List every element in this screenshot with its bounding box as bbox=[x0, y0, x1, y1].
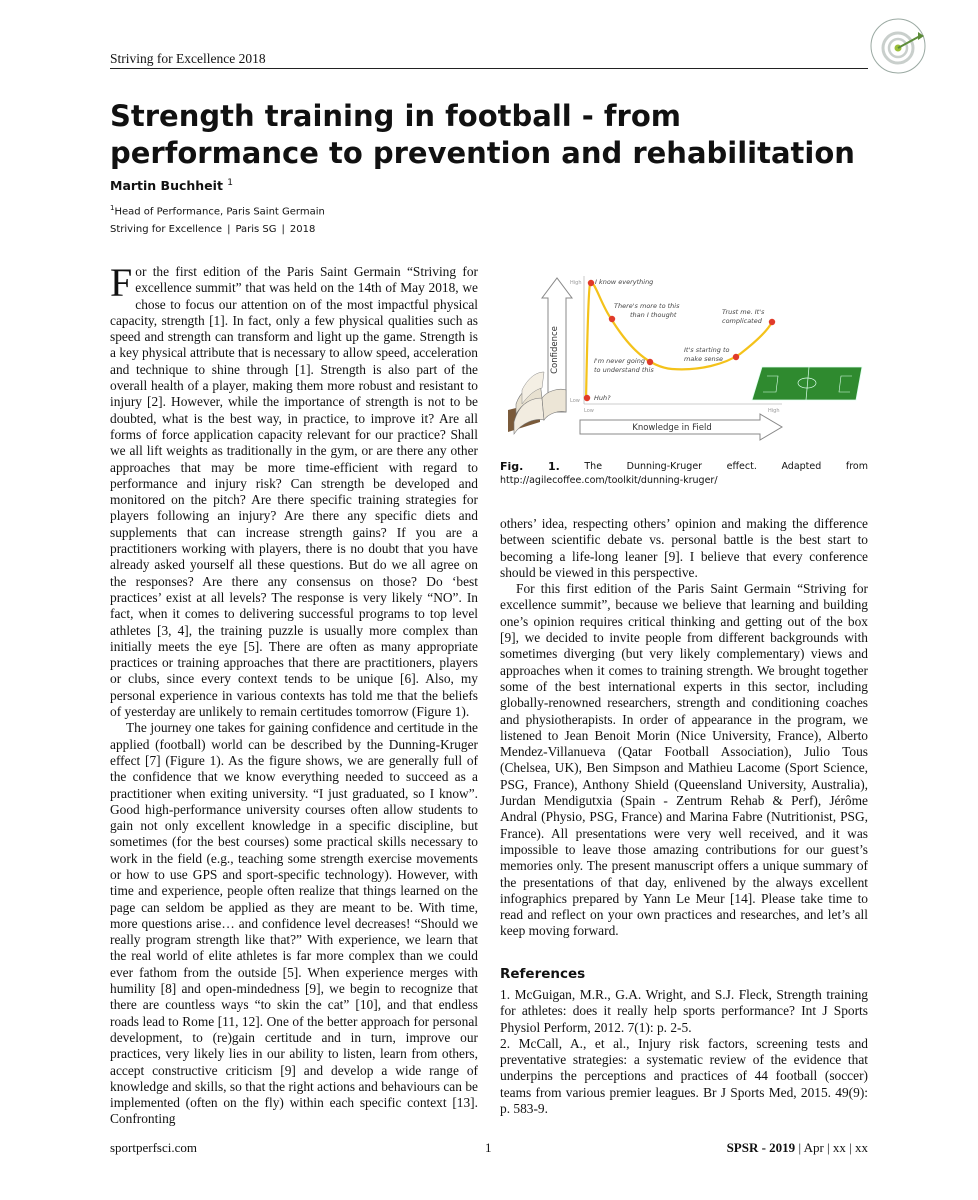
x-high-label: High bbox=[768, 408, 780, 414]
figure-caption bbox=[500, 460, 868, 487]
left-column bbox=[110, 260, 478, 1128]
paragraph: For this first edition of the Paris Saint Germain “Striving for excellence summit”, because we believe that learning and building one’s opinion requires critical thinking and getting out of the box [9], we decided to invite people from different backgrounds with sometimes diverging (but very likely complementary) views and approaches when it comes to training strength. We brought together some of the best international experts in this sector, including globally-renowned researchers, strength and conditioning coaches and physiotherapists. In order of appearance in the program, we listened to Jean Benoit Morin (Nice University, France), Alberto Mendez-Villanueva (Qatar Football Association), Julio Tous (Chelsea, UK), Ben Simpson and Mathieu Lacome (Sport Science, PSG, France), Anthony Shield (Queensland University, Australia), Jurdan Mendigutxia (Spain - Zentrum Rehab & Perf), Jérôme Andral (Physio, PSG, France) and Marina Fabre (Nutritionist, PSG, France). All presentations were very well received, and it was impossible to leave those amazing contributions for our guest’s memories only. The present manuscript offers a unique summary of the presentations of that day, enlivened by the always excellent infographics prepared by Yann Le Meur [14]. Please take time to read and reflect on your own practices and researches, and let’s all keep moving forward. bbox=[500, 581, 868, 939]
curve-point bbox=[733, 354, 739, 360]
paragraph: others’ idea, respecting others’ opinion and making the difference between scientific debate vs. personal battle is the best start to becoming a life-long leaner [9]. I believe that every conference should be viewed in this perspective. bbox=[500, 516, 868, 580]
y-axis-label: Confidence bbox=[550, 326, 560, 374]
references-heading: References bbox=[500, 966, 586, 982]
affiliation bbox=[110, 204, 325, 217]
meta-event: Striving for Excellence bbox=[110, 224, 223, 235]
caption-word: from bbox=[845, 461, 868, 472]
caption-fig: Fig. bbox=[500, 460, 524, 473]
caption-num: 1. bbox=[547, 460, 560, 473]
caption-url: http://agilecoffee.com/toolkit/dunning-kruger/ bbox=[500, 475, 718, 486]
caption-word: Adapted bbox=[781, 461, 822, 472]
right-column bbox=[500, 516, 868, 940]
football-pitch bbox=[752, 367, 862, 400]
point-label-starting: It's starting to bbox=[684, 346, 730, 354]
point-label-more-to-this-2: than I thought bbox=[630, 311, 677, 319]
caption-word: The bbox=[584, 461, 603, 472]
point-label-trust-me-2: complicated bbox=[722, 317, 762, 325]
caption-word: Dunning-Kruger bbox=[626, 461, 703, 472]
header-rule bbox=[110, 68, 868, 69]
paragraph: The journey one takes for gaining confidence and certitude in the applied (football) world can be described by the Dunning-Kruger effect [7] (Figure 1). As the figure shows, we are generally full of the confidence that we know everything needed to succeed as a practitioner when exiting university. “I just graduated, so I know”. Good high-performance university courses often allow students to gain not only excellent knowledge in a specific discipline, but sometimes (for the best courses) some practical skills necessary to work in the field (e.g., teaching some strength exercise movements or how to use GPS and sport-specific technology). However, with time and experience, people often realize that things learned on the page can seldom be applied as they are meant to be. With time, more questions arise… and confidence level decreases! “Should we really program strength like that?” With experience, we learn that the real world of elite athletes is far more complex than we could ever fathom from the outside [5]. When experience merges with humility [8] and open-mindedness [9], we begin to recognize that there are countless ways “to skin the cat” [10], and that endless roads lead to Rome [11, 12]. One of the better approach for personal development, to (re)gain certitude and in turn, improve our practices, very likely lies in our ability to listen, learn from others, accept constructive criticism [9] and develop a wide range of knowledge and skills, so that the right actions and behaviours can be implemented (often on the fly) within each specific context [13]. Confronting bbox=[110, 720, 478, 1127]
curve-point bbox=[609, 316, 615, 322]
affil-mark: 1 bbox=[110, 204, 115, 212]
meta-line: Striving for Excellence | Paris SG | 2018 bbox=[110, 224, 316, 235]
footer-issue: | Apr | xx | xx bbox=[798, 1140, 868, 1155]
curve-point bbox=[769, 319, 775, 325]
affil-text: Head of Performance, Paris Saint Germain bbox=[114, 206, 325, 218]
confidence-curve bbox=[586, 283, 772, 400]
y-low-label: Low bbox=[570, 398, 580, 404]
paragraph-text: or the first edition of the Paris Saint Germain “Striving for excellence summit” that was held on the 14th of May 2018, we chose to focus our attention on of the most impactful physical capacity, strength [1]. In fact, only a few physical qualities such as speed and strength can transform and light up the game. Strength is a key physical attribute that is necessary to allow speed, acceleration and technique to shine through [1]. Strength is also part of the overall health of a player, making them more robust and resistant to injury [2]. However, while the importance of strength is not to be doubted, what is the best way, in practice, to improve it? Are all forms of force application capacity relevant for our practice? Shall we all lift weights as traditionally in the gym, or are there any other approaches that may be more time-efficient with regard to performance and injury risk? Can strength be developed and monitored on the pitch? Are there specific training strategies for players following an injury? Are there any specific diets and supplements that can increase strength gains? If you are a practitioners working with players, there is no doubt that you have already asked yourself all these questions. But do we all agree on the responses? Are there any consensus on those? Do ‘best practices’ exist at all levels? The response is very likely “NO”. In fact, when it comes to delivering successful programs to top level athletes [3, 4], the training puzzle is usually more complex than initially meets the eye [5]. There are often as many appropriate practices or training approaches that there are practitioners, players or clubs, since every context tends to be unique [6]. Also, my personal experience in various contexts has told me that the beliefs of yesterday are unlikely to remain certitudes tomorrow (Figure 1). bbox=[110, 264, 478, 720]
reference-item: 2. McCall, A., et al., Injury risk factors, screening tests and preventative strategies: a systematic review of the evidence that underpins the perceptions and practices of 44 football (soccer) teams from various premier leagues. Br J Sports Med, 2015. 49(9): p. 583-9. bbox=[500, 1035, 868, 1117]
point-label-huh: Huh? bbox=[594, 394, 611, 402]
journal-logo bbox=[868, 16, 928, 76]
meta-org: Paris SG bbox=[235, 224, 277, 235]
reference-item: 1. McGuigan, M.R., G.A. Wright, and S.J. Fleck, Strength training for athletes: does it really help sports performance? Int J Sports Physiol Perform, 2012. 7(1): p. 2-5. bbox=[500, 987, 868, 1035]
running-head: Striving for Excellence 2018 bbox=[110, 51, 266, 66]
point-label-never-going-2: to understand this bbox=[594, 366, 654, 374]
y-high-label: High bbox=[570, 280, 582, 286]
footer-page-number: 1 bbox=[485, 1140, 492, 1155]
footer-journal bbox=[727, 1140, 868, 1156]
dunning-kruger-figure bbox=[500, 272, 868, 458]
curve-point bbox=[647, 359, 653, 365]
x-axis-label: Knowledge in Field bbox=[632, 423, 712, 433]
point-label-more-to-this: There's more to this bbox=[614, 302, 680, 310]
point-label-know-everything: I know everything bbox=[595, 278, 654, 286]
author-affil-mark: 1 bbox=[227, 178, 234, 188]
curve-point bbox=[588, 280, 594, 286]
author-line bbox=[110, 178, 233, 193]
x-low-label: Low bbox=[584, 408, 594, 414]
curve-point bbox=[584, 395, 590, 401]
author-name: Martin Buchheit bbox=[110, 178, 223, 194]
caption-word: effect. bbox=[726, 461, 757, 472]
footer-journal-name: SPSR - 2019 bbox=[726, 1140, 796, 1155]
paragraph bbox=[110, 260, 478, 720]
drop-cap: F bbox=[110, 260, 133, 305]
point-label-starting-2: make sense bbox=[684, 355, 724, 363]
footer-site: sportperfsci.com bbox=[110, 1140, 198, 1155]
meta-year: 2018 bbox=[289, 224, 316, 235]
paper-title: Strength training in football - from performance to prevention and rehabilitation bbox=[110, 99, 855, 170]
point-label-never-going: I'm never going bbox=[594, 357, 645, 365]
point-label-trust-me: Trust me. It's bbox=[722, 308, 765, 316]
references-list bbox=[500, 987, 868, 1117]
